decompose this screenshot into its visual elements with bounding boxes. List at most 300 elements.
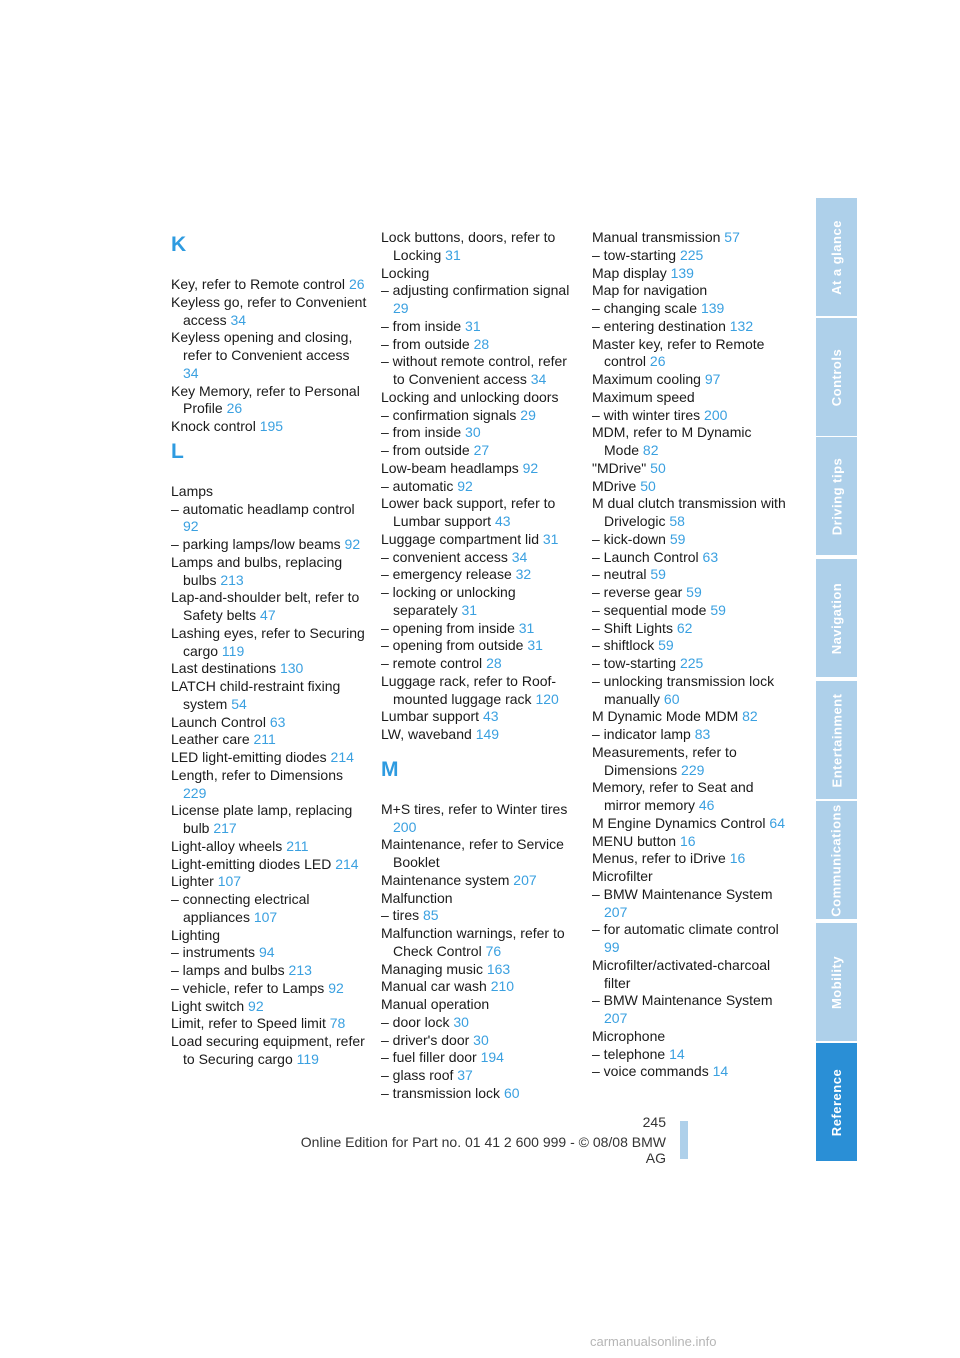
index-entry-text: LW, waveband	[381, 726, 472, 742]
index-entry	[381, 353, 577, 389]
page-link[interactable]: 57	[724, 229, 740, 245]
index-entry	[171, 962, 367, 980]
index-entry-text: Malfunction	[381, 889, 453, 906]
page-link[interactable]: 30	[473, 1031, 489, 1048]
index-entry	[171, 838, 367, 856]
page-link[interactable]: 211	[286, 837, 309, 854]
index-entry	[592, 1028, 788, 1046]
index-entry	[381, 229, 577, 265]
index-entry	[592, 620, 788, 638]
index-entry	[592, 460, 788, 478]
page-link[interactable]: 47	[260, 607, 276, 623]
index-entry-text: Keyless go, refer to Convenient access	[171, 293, 367, 328]
index-entry-text: Last destinations	[171, 660, 277, 677]
section-tab-label: Entertainment	[829, 693, 844, 787]
index-entry	[171, 749, 367, 767]
index-entry	[171, 927, 367, 945]
index-entry-text: – from inside	[381, 424, 462, 441]
index-entry-text: Load securing equipment, refer to Securing cargo	[171, 1033, 365, 1067]
index-entry-text: – from inside	[381, 317, 462, 334]
index-entry-text: Lamps	[171, 482, 214, 499]
page-link[interactable]: 217	[213, 820, 237, 836]
index-entry	[592, 371, 788, 389]
index-entry-text: – BMW Maintenance System	[592, 885, 773, 902]
index-entry-text: Maximum cooling	[592, 371, 701, 387]
page-link[interactable]: 28	[486, 655, 502, 671]
index-entry	[171, 714, 367, 732]
index-entry-text: – door lock	[381, 1013, 450, 1030]
page-link[interactable]: 76	[485, 942, 502, 959]
page-link[interactable]: 31	[445, 246, 461, 263]
index-entry	[381, 318, 577, 336]
index-entry	[592, 957, 788, 993]
index-entry	[381, 801, 577, 837]
page-link[interactable]: 16	[729, 850, 746, 867]
page-link[interactable]: 34	[511, 548, 528, 565]
index-entry	[592, 602, 788, 620]
page-link[interactable]: 163	[486, 960, 511, 977]
index-entry-text: Locking	[381, 264, 430, 281]
index-entry-text: – changing scale	[592, 300, 698, 316]
index-entry-text: Lamps and bulbs, replacing bulbs	[171, 553, 343, 588]
page-link[interactable]: 214	[335, 855, 359, 872]
page-link[interactable]: 16	[679, 832, 696, 849]
index-entry-text: – Launch Control	[592, 548, 699, 565]
index-entry-text: LATCH child-restraint fixing system	[171, 678, 341, 712]
index-entry-text: – indicator lamp	[592, 726, 691, 742]
page-link[interactable]: 229	[681, 761, 705, 778]
index-entry	[592, 566, 788, 584]
index-entry	[171, 873, 367, 891]
index-entry	[592, 336, 788, 372]
index-entry	[381, 1032, 577, 1050]
index-entry-text: – automatic headlamp control	[171, 500, 355, 517]
index-entry	[592, 300, 788, 318]
page-link[interactable]: 207	[604, 903, 628, 920]
index-entry-text: Lumbar support	[381, 708, 480, 725]
page-link[interactable]: 26	[348, 276, 365, 292]
index-entry	[381, 265, 577, 283]
index-entry	[171, 731, 367, 749]
index-entry	[171, 802, 367, 838]
index-entry	[592, 531, 788, 549]
index-entry	[381, 442, 577, 460]
index-entry-text: – reverse gear	[592, 584, 683, 600]
page-link[interactable]: 210	[490, 978, 515, 995]
page-link[interactable]: 207	[604, 1010, 628, 1026]
page-link[interactable]: 43	[494, 513, 511, 529]
index-entry-text: Microphone	[592, 1027, 666, 1044]
index-entry-text: – driver's door	[381, 1031, 470, 1048]
page-link[interactable]: 83	[694, 726, 711, 742]
index-entry-text: – opening from outside	[381, 637, 524, 654]
page-link[interactable]: 214	[330, 749, 354, 765]
index-entry-text: MENU button	[592, 832, 677, 849]
index-entry-text: License plate lamp, replacing bulb	[171, 802, 353, 836]
page-link[interactable]: 29	[393, 300, 409, 316]
page-link[interactable]: 213	[220, 571, 244, 588]
index-entry	[381, 708, 577, 726]
index-entry-text: Leather care	[171, 731, 250, 748]
index-entry	[592, 868, 788, 886]
index-entry	[592, 637, 788, 655]
page-link[interactable]: 97	[704, 371, 721, 387]
page-link[interactable]: 195	[259, 418, 284, 434]
page-link[interactable]: 92	[344, 536, 361, 552]
page-link[interactable]: 92	[457, 477, 473, 494]
page-link[interactable]: 92	[328, 979, 344, 996]
page-link[interactable]: 63	[269, 713, 286, 730]
index-entry	[592, 282, 788, 300]
section-tab-reference[interactable]	[816, 1043, 857, 1161]
page-link[interactable]: 59	[686, 584, 702, 600]
page-link[interactable]: 28	[473, 335, 490, 352]
index-entry-text: – convenient access	[381, 548, 508, 565]
index-entry-text: – tow-starting	[592, 246, 677, 263]
index-entry-text: Keyless opening and closing, refer to Convenient access	[171, 329, 353, 363]
page-link[interactable]: 120	[535, 690, 559, 707]
page-link[interactable]: 139	[670, 264, 694, 281]
index-entry-text: – Shift Lights	[592, 619, 673, 636]
page-link[interactable]: 119	[296, 1050, 319, 1067]
index-entry	[592, 744, 788, 780]
index-entry	[381, 566, 577, 584]
page-link[interactable]: 58	[669, 513, 685, 529]
index-entry-text: LED light-emitting diodes	[171, 749, 327, 765]
page-link[interactable]: 82	[742, 708, 758, 725]
index-entry-text: Low-beam headlamps	[381, 459, 519, 476]
page-number: 245	[642, 1114, 666, 1130]
page-link[interactable]: 50	[640, 477, 656, 494]
page-link[interactable]: 62	[676, 619, 693, 636]
section-tab-label: Controls	[829, 348, 845, 406]
page-link[interactable]: 60	[503, 1084, 520, 1101]
index-entry	[592, 584, 788, 602]
section-tabs	[816, 198, 857, 1160]
index-entry	[171, 678, 367, 714]
page-link[interactable]: 31	[465, 317, 481, 334]
index-entry-text: Maintenance, refer to Service Booklet	[381, 836, 564, 870]
index-entry	[171, 998, 367, 1016]
page-link[interactable]: 30	[453, 1013, 469, 1030]
page-link[interactable]: 132	[729, 317, 754, 334]
index-entry-text: M Engine Dynamics Control	[592, 814, 766, 831]
index-entry-text: – transmission lock	[381, 1084, 501, 1101]
page-link[interactable]: 107	[253, 908, 278, 925]
index-entry	[381, 531, 577, 549]
index-entry-text: Managing music	[381, 960, 483, 977]
index-entry-text: Lower back support, refer to Lumbar support	[381, 495, 556, 529]
index-entry-text: Luggage compartment lid	[381, 530, 539, 547]
index-entry	[592, 921, 788, 957]
index-entry-text: Light-emitting diodes LED	[171, 855, 332, 872]
index-entry-text: Lighting	[171, 926, 221, 943]
index-entry	[592, 247, 788, 265]
page-link[interactable]: 14	[712, 1063, 729, 1080]
index-entry	[592, 886, 788, 922]
index-entry-text: – from outside	[381, 442, 470, 458]
index-entry	[381, 1049, 577, 1067]
index-entry-text: – with winter tires	[592, 406, 701, 423]
page-link[interactable]: 225	[679, 655, 704, 671]
index-entry-text: Malfunction warnings, refer to Check Control	[381, 925, 565, 959]
index-entry	[592, 1063, 788, 1081]
page-link[interactable]: 31	[461, 601, 478, 618]
page-link[interactable]: 26	[649, 353, 666, 370]
index-entry	[381, 407, 577, 425]
index-entry	[381, 890, 577, 908]
index-entry	[592, 495, 788, 531]
page-link[interactable]: 34	[183, 364, 199, 381]
page-link[interactable]: 43	[482, 708, 499, 725]
page-link[interactable]: 130	[279, 660, 304, 677]
page-link[interactable]: 60	[663, 690, 680, 707]
index-entry	[381, 1067, 577, 1085]
page-link[interactable]: 92	[522, 459, 539, 476]
index-entry-text: M dual clutch transmission with Drivelogic	[592, 495, 786, 529]
section-tab-at-a-glance[interactable]	[816, 198, 857, 316]
page-link[interactable]: 26	[226, 400, 243, 417]
index-entry-text: Light switch	[171, 997, 245, 1014]
page-link[interactable]: 59	[658, 637, 674, 654]
index-entry	[381, 961, 577, 979]
page-link[interactable]: 194	[480, 1049, 504, 1066]
index-entry	[592, 265, 788, 283]
index-entry	[592, 655, 788, 673]
page-link[interactable]: 78	[329, 1015, 346, 1032]
index-entry	[381, 726, 577, 744]
index-entry-text: Maintenance system	[381, 871, 510, 888]
index-entry	[171, 383, 367, 419]
section-tab-label: Navigation	[829, 582, 844, 654]
page-link[interactable]: 225	[679, 246, 704, 263]
index-entry	[381, 996, 577, 1014]
index-entry-text: – automatic	[381, 477, 454, 494]
section-tab-label: Mobility	[829, 955, 845, 1009]
index-entry	[171, 294, 367, 330]
index-entry-text: M Dynamic Mode MDM	[592, 708, 739, 725]
section-tab-communications[interactable]	[816, 801, 857, 919]
index-entry	[592, 673, 788, 709]
page-link[interactable]: 32	[515, 566, 532, 583]
page-link[interactable]: 59	[669, 530, 686, 547]
page-link[interactable]: 31	[518, 619, 535, 636]
index-entry	[592, 726, 788, 744]
index-entry-text: Lap-and-shoulder belt, refer to Safety belts	[171, 589, 360, 623]
index-entry	[592, 779, 788, 815]
index-letter-heading: M	[381, 757, 399, 781]
index-entry	[381, 872, 577, 890]
index-entry	[171, 944, 367, 962]
index-entry	[381, 978, 577, 996]
index-entry-text: – neutral	[592, 566, 647, 583]
page-link[interactable]: 82	[642, 442, 659, 458]
page-link[interactable]: 34	[530, 371, 547, 387]
index-entry	[592, 318, 788, 336]
page-link[interactable]: 229	[183, 784, 207, 801]
index-entry-text: Lighter	[171, 873, 214, 890]
section-tab-label: Communications	[829, 803, 844, 917]
page-link[interactable]: 107	[217, 873, 242, 890]
index-entry-text: – BMW Maintenance System	[592, 992, 773, 1009]
index-entry	[592, 1046, 788, 1064]
index-entry	[171, 856, 367, 874]
index-entry-text: – tow-starting	[592, 655, 677, 671]
index-entry-text: Locking and unlocking doors	[381, 388, 559, 405]
page-link[interactable]: 99	[604, 939, 620, 955]
page-link[interactable]: 31	[542, 530, 559, 547]
index-column-1	[171, 229, 367, 1069]
page-link[interactable]: 200	[393, 818, 417, 835]
index-entry	[381, 673, 577, 709]
index-entry	[381, 584, 577, 620]
index-entry-text: – locking or unlocking separately	[381, 584, 516, 618]
index-entry-text: Knock control	[171, 418, 256, 434]
index-entry	[171, 276, 367, 294]
index-entry	[171, 1015, 367, 1033]
page-link[interactable]: 31	[527, 637, 543, 654]
index-entry	[592, 389, 788, 407]
section-tab-label: Reference	[829, 1068, 844, 1136]
index-entry	[171, 660, 367, 678]
index-entry-text: Master key, refer to Remote control	[592, 335, 765, 370]
index-entry	[171, 554, 367, 590]
index-entry-text: – entering destination	[592, 317, 726, 334]
page-link[interactable]: 92	[248, 997, 264, 1014]
index-entry-text: Manual operation	[381, 996, 490, 1012]
section-tab-entertainment[interactable]	[816, 681, 857, 799]
page-link[interactable]: 29	[520, 406, 536, 423]
index-entry-text: – for automatic climate control	[592, 921, 779, 938]
index-entry-text: Manual transmission	[592, 229, 721, 245]
index-entry	[592, 407, 788, 425]
index-entry-text: – from outside	[381, 335, 470, 352]
index-entry	[381, 460, 577, 478]
index-entry	[381, 336, 577, 354]
section-tab-driving-tips[interactable]	[816, 437, 857, 555]
page-link[interactable]: 139	[700, 300, 725, 316]
index-entry-text: Light-alloy wheels	[171, 837, 283, 854]
index-entry	[592, 833, 788, 851]
index-entry	[171, 501, 367, 537]
page-link[interactable]: 207	[513, 871, 537, 888]
index-entry-text: Key, refer to Remote control	[171, 276, 346, 292]
index-entry	[592, 992, 788, 1028]
index-entry-text: – remote control	[381, 655, 483, 671]
page-link[interactable]: 14	[669, 1045, 685, 1062]
index-entry	[171, 329, 367, 382]
index-entry	[171, 891, 367, 927]
index-entry-text: Limit, refer to Speed limit	[171, 1015, 326, 1032]
page-link[interactable]: 119	[221, 642, 245, 659]
page-link[interactable]: 85	[423, 907, 439, 924]
page-link[interactable]: 54	[231, 695, 247, 712]
index-entry-text: – voice commands	[592, 1063, 709, 1080]
index-entry-text: – connecting electrical appliances	[171, 891, 310, 925]
index-entry-text: Measurements, refer to Dimensions	[592, 743, 737, 778]
page-link[interactable]: 27	[473, 442, 490, 458]
section-tab-navigation[interactable]	[816, 559, 857, 677]
index-entry	[171, 767, 367, 803]
index-entry-text: Microfilter	[592, 868, 653, 884]
index-entry	[381, 478, 577, 496]
index-entry-text: – tires	[381, 907, 420, 924]
index-entry-text: – lamps and bulbs	[171, 962, 285, 978]
index-entry-text: MDrive	[592, 477, 637, 494]
index-entry-text: MDM, refer to M Dynamic Mode	[592, 424, 752, 458]
page-link[interactable]: 63	[702, 548, 719, 565]
index-entry-text: Launch Control	[171, 713, 266, 730]
edition-note: Online Edition for Part no. 01 41 2 600 999 - © 08/08 BMW AG	[300, 1134, 666, 1166]
index-entry	[381, 1085, 577, 1103]
index-column-2	[381, 229, 577, 1103]
index-entry-text: – parking lamps/low beams	[171, 536, 341, 552]
index-entry-text: – telephone	[592, 1045, 666, 1062]
index-entry-text: – adjusting confirmation signal	[381, 282, 570, 299]
page-link[interactable]: 34	[230, 311, 247, 328]
index-entry-text: – glass roof	[381, 1067, 454, 1083]
section-tab-label: Driving tips	[829, 457, 845, 535]
index-entry-text: – fuel filler door	[381, 1049, 477, 1066]
index-entry	[381, 907, 577, 925]
page-link[interactable]: 59	[710, 601, 726, 618]
index-entry-text: "MDrive"	[592, 459, 647, 476]
page-link[interactable]: 64	[769, 814, 785, 831]
index-entry-text: Luggage rack, refer to Roof-mounted luggage rack	[381, 672, 557, 707]
index-entry-text: – confirmation signals	[381, 406, 517, 423]
page-link[interactable]: 213	[288, 962, 312, 978]
index-entry	[381, 836, 577, 872]
page-link[interactable]: 211	[253, 731, 276, 748]
index-entry-text: Map for navigation	[592, 282, 708, 299]
index-entry	[171, 483, 367, 501]
index-letter-heading: L	[171, 439, 184, 463]
page-link[interactable]: 200	[704, 406, 728, 423]
index-entry	[381, 549, 577, 567]
index-entry	[592, 424, 788, 460]
index-entry-text: – vehicle, refer to Lamps	[171, 979, 325, 996]
index-entry-text: M+S tires, refer to Winter tires	[381, 800, 568, 817]
page-link[interactable]: 46	[698, 797, 715, 813]
index-entry	[171, 418, 367, 436]
page-link[interactable]: 94	[258, 944, 275, 961]
index-entry	[171, 536, 367, 554]
page-link[interactable]: 149	[475, 726, 500, 742]
index-entry-text: Key Memory, refer to Personal Profile	[171, 382, 360, 417]
index-entry	[171, 625, 367, 661]
section-tab-label: At a glance	[829, 219, 845, 295]
page-link[interactable]: 59	[650, 566, 666, 583]
section-tab-mobility[interactable]	[816, 923, 857, 1041]
index-entry	[592, 549, 788, 567]
index-entry-text: Lock buttons, doors, refer to Locking	[381, 229, 556, 263]
page-link[interactable]: 30	[465, 424, 481, 441]
index-entry	[381, 925, 577, 961]
section-tab-controls[interactable]	[816, 318, 857, 436]
index-entry	[592, 478, 788, 496]
index-entry	[381, 282, 577, 318]
index-entry	[381, 620, 577, 638]
index-entry-text: – sequential mode	[592, 601, 707, 618]
page-link[interactable]: 37	[457, 1067, 473, 1083]
page-link[interactable]: 92	[183, 518, 199, 535]
index-entry	[381, 655, 577, 673]
index-entry	[381, 495, 577, 531]
index-entry	[171, 589, 367, 625]
page-link[interactable]: 50	[650, 459, 666, 476]
index-entry-text: Length, refer to Dimensions	[171, 766, 343, 783]
index-entry-text: – unlocking transmission lock manually	[592, 672, 775, 707]
